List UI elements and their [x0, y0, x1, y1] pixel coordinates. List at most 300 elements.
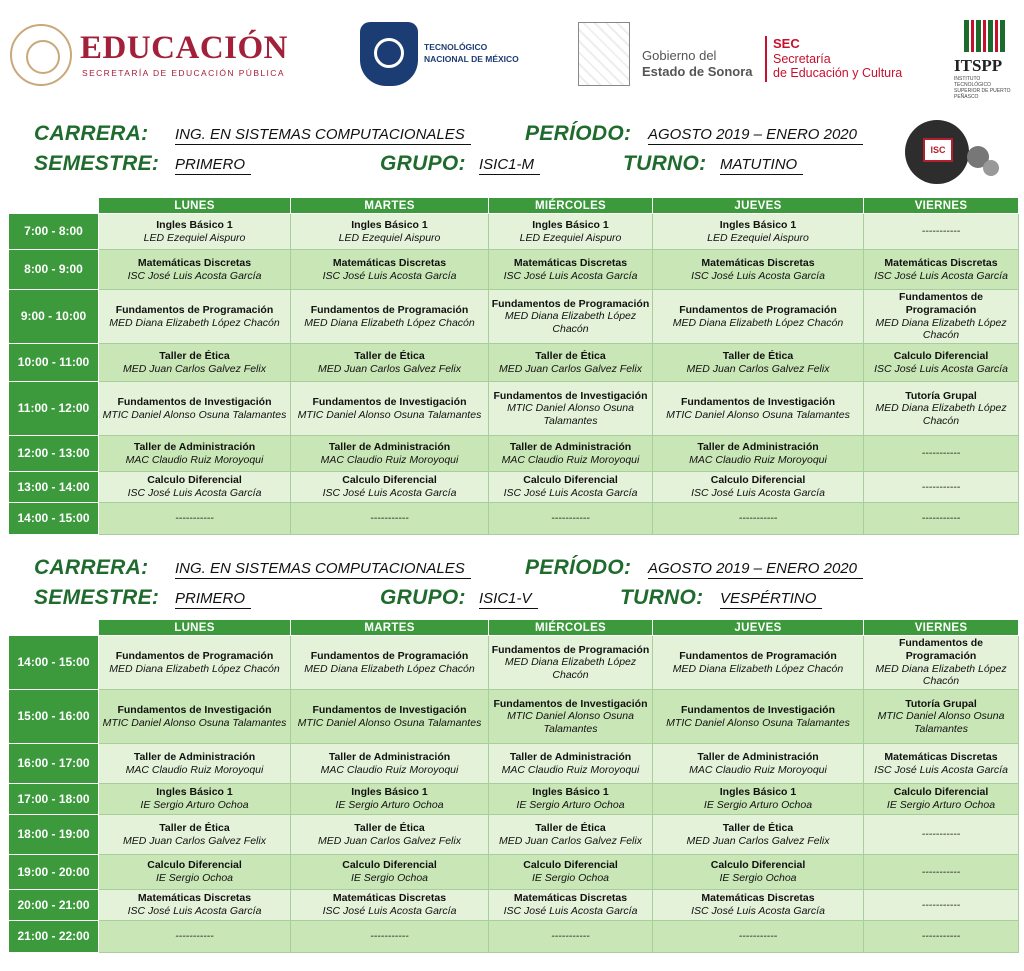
class-cell: [99, 815, 291, 855]
subject-name: Fundamentos de Programación: [679, 649, 837, 662]
class-cell: [291, 382, 489, 436]
schedule-row: [9, 214, 1019, 250]
schedule-row: [9, 344, 1019, 382]
subject-name: Calculo Diferencial: [893, 349, 989, 362]
time-slot: 13:00 - 14:00: [9, 472, 99, 503]
time-slot: 14:00 - 15:00: [9, 636, 99, 690]
teacher-name: MED Juan Carlos Galvez Felix: [123, 834, 266, 847]
subject-name: Matemáticas Discretas: [884, 750, 998, 763]
class-cell: [99, 344, 291, 382]
class-cell: [489, 690, 653, 744]
subject-name: Fundamentos de Programación: [115, 649, 274, 662]
schedule-row: [9, 472, 1019, 503]
day-header: MARTES: [291, 198, 489, 214]
teacher-name: MED Juan Carlos Galvez Felix: [686, 362, 830, 375]
teacher-name: MAC Claudio Ruiz Moroyoqui: [125, 453, 264, 466]
class-cell: [864, 784, 1019, 815]
periodo-label: PERÍODO:: [525, 556, 632, 579]
time-slot: 18:00 - 19:00: [9, 815, 99, 855]
teacher-name: ISC José Luis Acosta García: [874, 763, 1008, 776]
turno-value: VESPÉRTINO: [720, 590, 822, 609]
class-cell: [864, 382, 1019, 436]
subject-name: Fundamentos de Investigación: [312, 395, 467, 408]
small-gear-icon: [983, 160, 999, 176]
subject-name: Taller de Ética: [535, 349, 606, 362]
empty-slot: -----------: [921, 828, 961, 841]
empty-slot: -----------: [370, 512, 409, 525]
itspp-subtitle: INSTITUTO TECNOLÓGICO SUPERIOR DE PUERTO PEÑASCO: [954, 76, 1011, 100]
subject-name: Calculo Diferencial: [523, 474, 618, 487]
class-cell: [291, 636, 489, 690]
grupo-label: GRUPO:: [380, 586, 466, 609]
teacher-name: MED Diana Elizabeth López Chacón: [672, 316, 844, 329]
time-slot: 8:00 - 9:00: [9, 250, 99, 290]
day-header: JUEVES: [653, 620, 864, 636]
subject-name: Taller de Ética: [159, 349, 230, 362]
sec-line1: Secretaría: [773, 52, 831, 66]
day-header-row: [9, 620, 1019, 636]
schedule-row: [9, 890, 1019, 921]
teacher-name: MED Juan Carlos Galvez Felix: [318, 834, 461, 847]
subject-name: Calculo Diferencial: [710, 859, 806, 872]
teacher-name: MED Diana Elizabeth López Chacón: [875, 316, 1007, 342]
subject-name: Taller de Ética: [159, 821, 230, 834]
subject-name: Ingles Básico 1: [156, 786, 233, 799]
subject-name: Ingles Básico 1: [719, 218, 797, 231]
teacher-name: IE Sergio Arturo Ochoa: [886, 799, 996, 811]
class-cell: [291, 744, 489, 784]
tecnm-emblem-icon: [360, 22, 418, 86]
time-slot: 20:00 - 21:00: [9, 890, 99, 921]
empty-slot: -----------: [921, 898, 961, 911]
time-slot: 19:00 - 20:00: [9, 855, 99, 890]
educacion-logo: [10, 20, 310, 90]
empty-slot: -----------: [921, 512, 961, 525]
subject-name: Matemáticas Discretas: [332, 892, 447, 905]
teacher-name: IE Sergio Arturo Ochoa: [140, 799, 249, 811]
class-cell: [99, 250, 291, 290]
teacher-name: MAC Claudio Ruiz Moroyoqui: [501, 763, 640, 776]
class-cell: [291, 890, 489, 921]
grupo-value: ISIC1-M: [479, 156, 540, 175]
day-header: LUNES: [99, 198, 291, 214]
class-cell: [489, 214, 653, 250]
teacher-name: LED Ezequiel Aispuro: [519, 231, 622, 244]
periodo-value: AGOSTO 2019 – ENERO 2020: [648, 126, 863, 145]
time-slot: 17:00 - 18:00: [9, 784, 99, 815]
class-cell: [864, 890, 1019, 921]
class-cell: [489, 503, 653, 535]
schedule-body: [9, 636, 1019, 953]
class-cell: [489, 290, 653, 344]
teacher-name: MED Diana Elizabeth López Chacón: [672, 662, 844, 675]
schedule-row: [9, 690, 1019, 744]
subject-name: Fundamentos de Investigación: [493, 697, 648, 710]
sonora-gob-line1: Gobierno del: [642, 48, 717, 63]
subject-name: Fundamentos de Programación: [679, 303, 837, 316]
empty-slot: -----------: [551, 512, 590, 525]
teacher-name: ISC José Luis Acosta García: [503, 269, 638, 282]
day-header: VIERNES: [864, 198, 1019, 214]
class-cell: [864, 690, 1019, 744]
empty-slot: -----------: [921, 930, 961, 943]
class-cell: [291, 784, 489, 815]
subject-name: Calculo Diferencial: [710, 474, 806, 487]
schedule-row: [9, 855, 1019, 890]
class-cell: [653, 472, 864, 503]
subject-name: Taller de Administración: [328, 750, 451, 763]
teacher-name: ISC José Luis Acosta García: [127, 269, 262, 282]
subject-name: Calculo Diferencial: [893, 786, 989, 799]
subject-name: Matemáticas Discretas: [137, 256, 252, 269]
class-cell: [489, 250, 653, 290]
subject-name: Fundamentos de Programación: [310, 649, 469, 662]
teacher-name: MAC Claudio Ruiz Moroyoqui: [689, 453, 827, 466]
class-cell: [291, 250, 489, 290]
teacher-name: ISC José Luis Acosta García: [874, 362, 1008, 375]
subject-name: Ingles Básico 1: [719, 786, 797, 799]
schedule-row: [9, 436, 1019, 472]
class-cell: [489, 921, 653, 953]
class-cell: [653, 815, 864, 855]
teacher-name: MED Diana Elizabeth López Chacón: [504, 656, 637, 681]
subject-name: Taller de Ética: [722, 821, 794, 834]
class-cell: [291, 290, 489, 344]
subject-name: Ingles Básico 1: [351, 218, 428, 231]
teacher-name: LED Ezequiel Aispuro: [338, 231, 441, 244]
subject-name: Taller de Administración: [328, 440, 451, 453]
sonora-gob-line2: Estado de Sonora: [642, 64, 753, 79]
teacher-name: ISC José Luis Acosta García: [874, 269, 1008, 282]
day-header: MIÉRCOLES: [489, 620, 653, 636]
teacher-name: MAC Claudio Ruiz Moroyoqui: [320, 453, 459, 466]
time-slot: 11:00 - 12:00: [9, 382, 99, 436]
teacher-name: MED Juan Carlos Galvez Felix: [123, 362, 266, 375]
class-cell: [864, 921, 1019, 953]
class-cell: [653, 344, 864, 382]
time-slot: 9:00 - 10:00: [9, 290, 99, 344]
subject-name: Tutoría Grupal: [905, 697, 977, 710]
subject-name: Taller de Ética: [354, 821, 425, 834]
schedule-row: [9, 784, 1019, 815]
class-cell: [99, 503, 291, 535]
subject-name: Taller de Administración: [697, 440, 819, 453]
teacher-name: LED Ezequiel Aispuro: [707, 231, 809, 244]
subject-name: Fundamentos de Investigación: [117, 703, 272, 716]
subject-name: Fundamentos de Investigación: [117, 395, 272, 408]
teacher-name: MTIC Daniel Alonso Osuna Talamantes: [666, 716, 850, 729]
subject-name: Fundamentos de Investigación: [493, 389, 648, 402]
table-corner: [9, 198, 99, 214]
class-cell: [864, 344, 1019, 382]
teacher-name: ISC José Luis Acosta García: [127, 487, 262, 499]
subject-name: Fundamentos de Investigación: [680, 395, 836, 408]
day-header: MIÉRCOLES: [489, 198, 653, 214]
periodo-label: PERÍODO:: [525, 122, 632, 145]
subject-name: Taller de Administración: [133, 440, 256, 453]
subject-name: Calculo Diferencial: [523, 859, 618, 872]
empty-slot: -----------: [175, 930, 214, 943]
mexico-seal-icon: [10, 24, 72, 86]
subject-name: Ingles Básico 1: [156, 218, 233, 231]
class-cell: [99, 636, 291, 690]
class-cell: [653, 890, 864, 921]
educacion-subtitle: SECRETARÍA DE EDUCACIÓN PÚBLICA: [82, 68, 285, 78]
teacher-name: IE Sergio Arturo Ochoa: [335, 799, 444, 811]
empty-slot: -----------: [370, 930, 409, 943]
class-cell: [864, 815, 1019, 855]
class-cell: [864, 744, 1019, 784]
class-cell: [864, 503, 1019, 535]
subject-name: Taller de Ética: [535, 821, 606, 834]
semestre-value: PRIMERO: [175, 590, 251, 609]
class-cell: [489, 855, 653, 890]
teacher-name: ISC José Luis Acosta García: [503, 905, 638, 917]
class-cell: [291, 214, 489, 250]
class-cell: [489, 436, 653, 472]
teacher-name: MTIC Daniel Alonso Osuna Talamantes: [666, 408, 850, 421]
empty-slot: -----------: [921, 447, 961, 460]
teacher-name: MTIC Daniel Alonso Osuna Talamantes: [102, 408, 287, 421]
day-header: JUEVES: [653, 198, 864, 214]
class-cell: [99, 690, 291, 744]
subject-name: Matemáticas Discretas: [137, 892, 252, 905]
day-header: VIERNES: [864, 620, 1019, 636]
class-cell: [653, 636, 864, 690]
class-cell: [864, 472, 1019, 503]
subject-name: Fundamentos de Investigación: [312, 703, 467, 716]
class-cell: [653, 250, 864, 290]
class-cell: [291, 690, 489, 744]
turno-label: TURNO:: [620, 586, 704, 609]
teacher-name: MTIC Daniel Alonso Osuna Talamantes: [877, 710, 1005, 735]
class-cell: [99, 436, 291, 472]
teacher-name: ISC José Luis Acosta García: [322, 269, 457, 282]
class-cell: [99, 290, 291, 344]
subject-name: Matemáticas Discretas: [884, 256, 998, 269]
class-cell: [489, 815, 653, 855]
class-cell: [291, 815, 489, 855]
periodo-value: AGOSTO 2019 – ENERO 2020: [648, 560, 863, 579]
class-cell: [489, 636, 653, 690]
tecnm-logo: [360, 22, 530, 92]
teacher-name: IE Sergio Ochoa: [155, 872, 234, 884]
class-cell: [291, 344, 489, 382]
teacher-name: ISC José Luis Acosta García: [322, 487, 457, 499]
class-cell: [653, 784, 864, 815]
subject-name: Calculo Diferencial: [147, 474, 242, 487]
teacher-name: ISC José Luis Acosta García: [127, 905, 262, 917]
schedule-row: [9, 503, 1019, 535]
schedule-row: [9, 382, 1019, 436]
subject-name: Taller de Administración: [509, 440, 632, 453]
class-cell: [99, 214, 291, 250]
subject-name: Fundamentos de Investigación: [680, 703, 836, 716]
itspp-logo: [950, 20, 1020, 100]
carrera-label: CARRERA:: [34, 556, 149, 579]
empty-slot: -----------: [921, 225, 961, 238]
teacher-name: LED Ezequiel Aispuro: [143, 231, 246, 244]
schedule-row: [9, 250, 1019, 290]
class-cell: [864, 250, 1019, 290]
subject-name: Matemáticas Discretas: [513, 892, 628, 905]
time-slot: 15:00 - 16:00: [9, 690, 99, 744]
class-cell: [653, 382, 864, 436]
teacher-name: IE Sergio Ochoa: [531, 872, 610, 884]
semestre-label: SEMESTRE:: [34, 152, 160, 175]
carrera-value: ING. EN SISTEMAS COMPUTACIONALES: [175, 126, 471, 145]
class-cell: [864, 214, 1019, 250]
teacher-name: ISC José Luis Acosta García: [691, 905, 825, 917]
class-cell: [489, 784, 653, 815]
time-slot: 10:00 - 11:00: [9, 344, 99, 382]
schedule-table-matutino: [8, 197, 1019, 535]
carrera-label: CARRERA:: [34, 122, 149, 145]
teacher-name: MAC Claudio Ruiz Moroyoqui: [689, 763, 827, 776]
tecnm-line1: TECNOLÓGICO: [424, 42, 488, 52]
teacher-name: MED Diana Elizabeth López Chacón: [504, 310, 637, 335]
teacher-name: ISC José Luis Acosta García: [322, 905, 457, 917]
class-cell: [653, 921, 864, 953]
teacher-name: MTIC Daniel Alonso Osuna Talamantes: [297, 716, 482, 729]
sec-line2: de Educación y Cultura: [773, 66, 903, 80]
schedule-body: [9, 214, 1019, 535]
class-cell: [653, 214, 864, 250]
teacher-name: MAC Claudio Ruiz Moroyoqui: [320, 763, 459, 776]
teacher-name: MED Diana Elizabeth López Chacón: [875, 402, 1007, 427]
subject-name: Fundamentos de Programación: [115, 303, 274, 316]
teacher-name: MTIC Daniel Alonso Osuna Talamantes: [102, 716, 287, 729]
class-cell: [99, 382, 291, 436]
subject-name: Matemáticas Discretas: [701, 256, 815, 269]
educacion-title: EDUCACIÓN: [80, 30, 289, 66]
schedule-row: [9, 815, 1019, 855]
sec-acronym: SEC: [773, 36, 800, 51]
subject-name: Taller de Administración: [509, 750, 632, 763]
class-cell: [99, 890, 291, 921]
subject-name: Taller de Ética: [354, 349, 425, 362]
teacher-name: MED Diana Elizabeth López Chacón: [109, 316, 280, 329]
empty-slot: -----------: [738, 512, 778, 525]
subject-name: Fundamentos de Programación: [310, 303, 469, 316]
day-header: LUNES: [99, 620, 291, 636]
class-cell: [99, 472, 291, 503]
teacher-name: MED Juan Carlos Galvez Felix: [499, 362, 642, 375]
class-cell: [653, 290, 864, 344]
subject-name: Fundamentos de Programación: [898, 291, 983, 316]
teacher-name: MAC Claudio Ruiz Moroyoqui: [125, 763, 264, 776]
teacher-name: IE Sergio Ochoa: [350, 872, 429, 884]
class-cell: [653, 436, 864, 472]
teacher-name: MTIC Daniel Alonso Osuna Talamantes: [507, 402, 634, 427]
teacher-name: MED Juan Carlos Galvez Felix: [499, 834, 642, 847]
semestre-value: PRIMERO: [175, 156, 251, 175]
class-cell: [291, 503, 489, 535]
teacher-name: MAC Claudio Ruiz Moroyoqui: [501, 453, 640, 466]
class-cell: [489, 472, 653, 503]
subject-name: Taller de Ética: [722, 349, 794, 362]
schedule-row: [9, 636, 1019, 690]
carrera-value: ING. EN SISTEMAS COMPUTACIONALES: [175, 560, 471, 579]
subject-name: Ingles Básico 1: [351, 786, 428, 799]
teacher-name: ISC José Luis Acosta García: [503, 487, 638, 499]
subject-name: Tutoría Grupal: [905, 389, 977, 402]
teacher-name: MED Juan Carlos Galvez Felix: [318, 362, 461, 375]
teacher-name: IE Sergio Arturo Ochoa: [703, 799, 813, 811]
isc-logo: [905, 116, 1003, 186]
class-cell: [291, 921, 489, 953]
class-cell: [653, 855, 864, 890]
time-slot: 14:00 - 15:00: [9, 503, 99, 535]
class-cell: [864, 436, 1019, 472]
empty-slot: -----------: [551, 930, 590, 943]
teacher-name: MED Juan Carlos Galvez Felix: [686, 834, 830, 847]
schedule-row: [9, 290, 1019, 344]
itspp-name: ITSPP: [954, 56, 1003, 75]
teacher-name: MTIC Daniel Alonso Osuna Talamantes: [297, 408, 482, 421]
turno-label: TURNO:: [623, 152, 707, 175]
sonora-shield-icon: [578, 22, 630, 86]
subject-name: Taller de Administración: [697, 750, 819, 763]
grupo-label: GRUPO:: [380, 152, 466, 175]
day-header: MARTES: [291, 620, 489, 636]
class-cell: [99, 855, 291, 890]
empty-slot: -----------: [921, 480, 961, 493]
time-slot: 12:00 - 13:00: [9, 436, 99, 472]
class-cell: [864, 855, 1019, 890]
class-cell: [864, 636, 1019, 690]
class-cell: [489, 744, 653, 784]
isc-monitor-icon: ISC: [923, 138, 953, 162]
subject-name: Fundamentos de Programación: [491, 297, 650, 310]
class-cell: [99, 921, 291, 953]
subject-name: Fundamentos de Programación: [491, 643, 650, 656]
subject-name: Matemáticas Discretas: [513, 256, 628, 269]
subject-name: Ingles Básico 1: [532, 786, 609, 799]
table-corner: [9, 620, 99, 636]
sonora-divider: [765, 36, 767, 82]
teacher-name: MED Diana Elizabeth López Chacón: [109, 662, 280, 675]
class-cell: [291, 472, 489, 503]
schedule-row: [9, 744, 1019, 784]
subject-name: Calculo Diferencial: [342, 859, 437, 872]
class-cell: [291, 855, 489, 890]
tecnm-line2: NACIONAL DE MÉXICO: [424, 54, 519, 64]
class-cell: [653, 690, 864, 744]
class-cell: [653, 503, 864, 535]
time-slot: 16:00 - 17:00: [9, 744, 99, 784]
class-cell: [99, 784, 291, 815]
subject-name: Fundamentos de Programación: [898, 637, 983, 662]
time-slot: 21:00 - 22:00: [9, 921, 99, 953]
turno-value: MATUTINO: [720, 156, 803, 175]
class-cell: [489, 344, 653, 382]
teacher-name: ISC José Luis Acosta García: [691, 269, 825, 282]
teacher-name: MTIC Daniel Alonso Osuna Talamantes: [507, 710, 634, 735]
subject-name: Matemáticas Discretas: [332, 256, 447, 269]
teacher-name: MED Diana Elizabeth López Chacón: [875, 662, 1007, 688]
teacher-name: IE Sergio Arturo Ochoa: [516, 799, 625, 811]
empty-slot: -----------: [921, 865, 961, 878]
semestre-label: SEMESTRE:: [34, 586, 160, 609]
teacher-name: ISC José Luis Acosta García: [691, 487, 825, 499]
subject-name: Ingles Básico 1: [532, 218, 609, 231]
class-cell: [489, 382, 653, 436]
teacher-name: MED Diana Elizabeth López Chacón: [304, 662, 475, 675]
schedule-row: [9, 921, 1019, 953]
class-cell: [99, 744, 291, 784]
class-cell: [489, 890, 653, 921]
